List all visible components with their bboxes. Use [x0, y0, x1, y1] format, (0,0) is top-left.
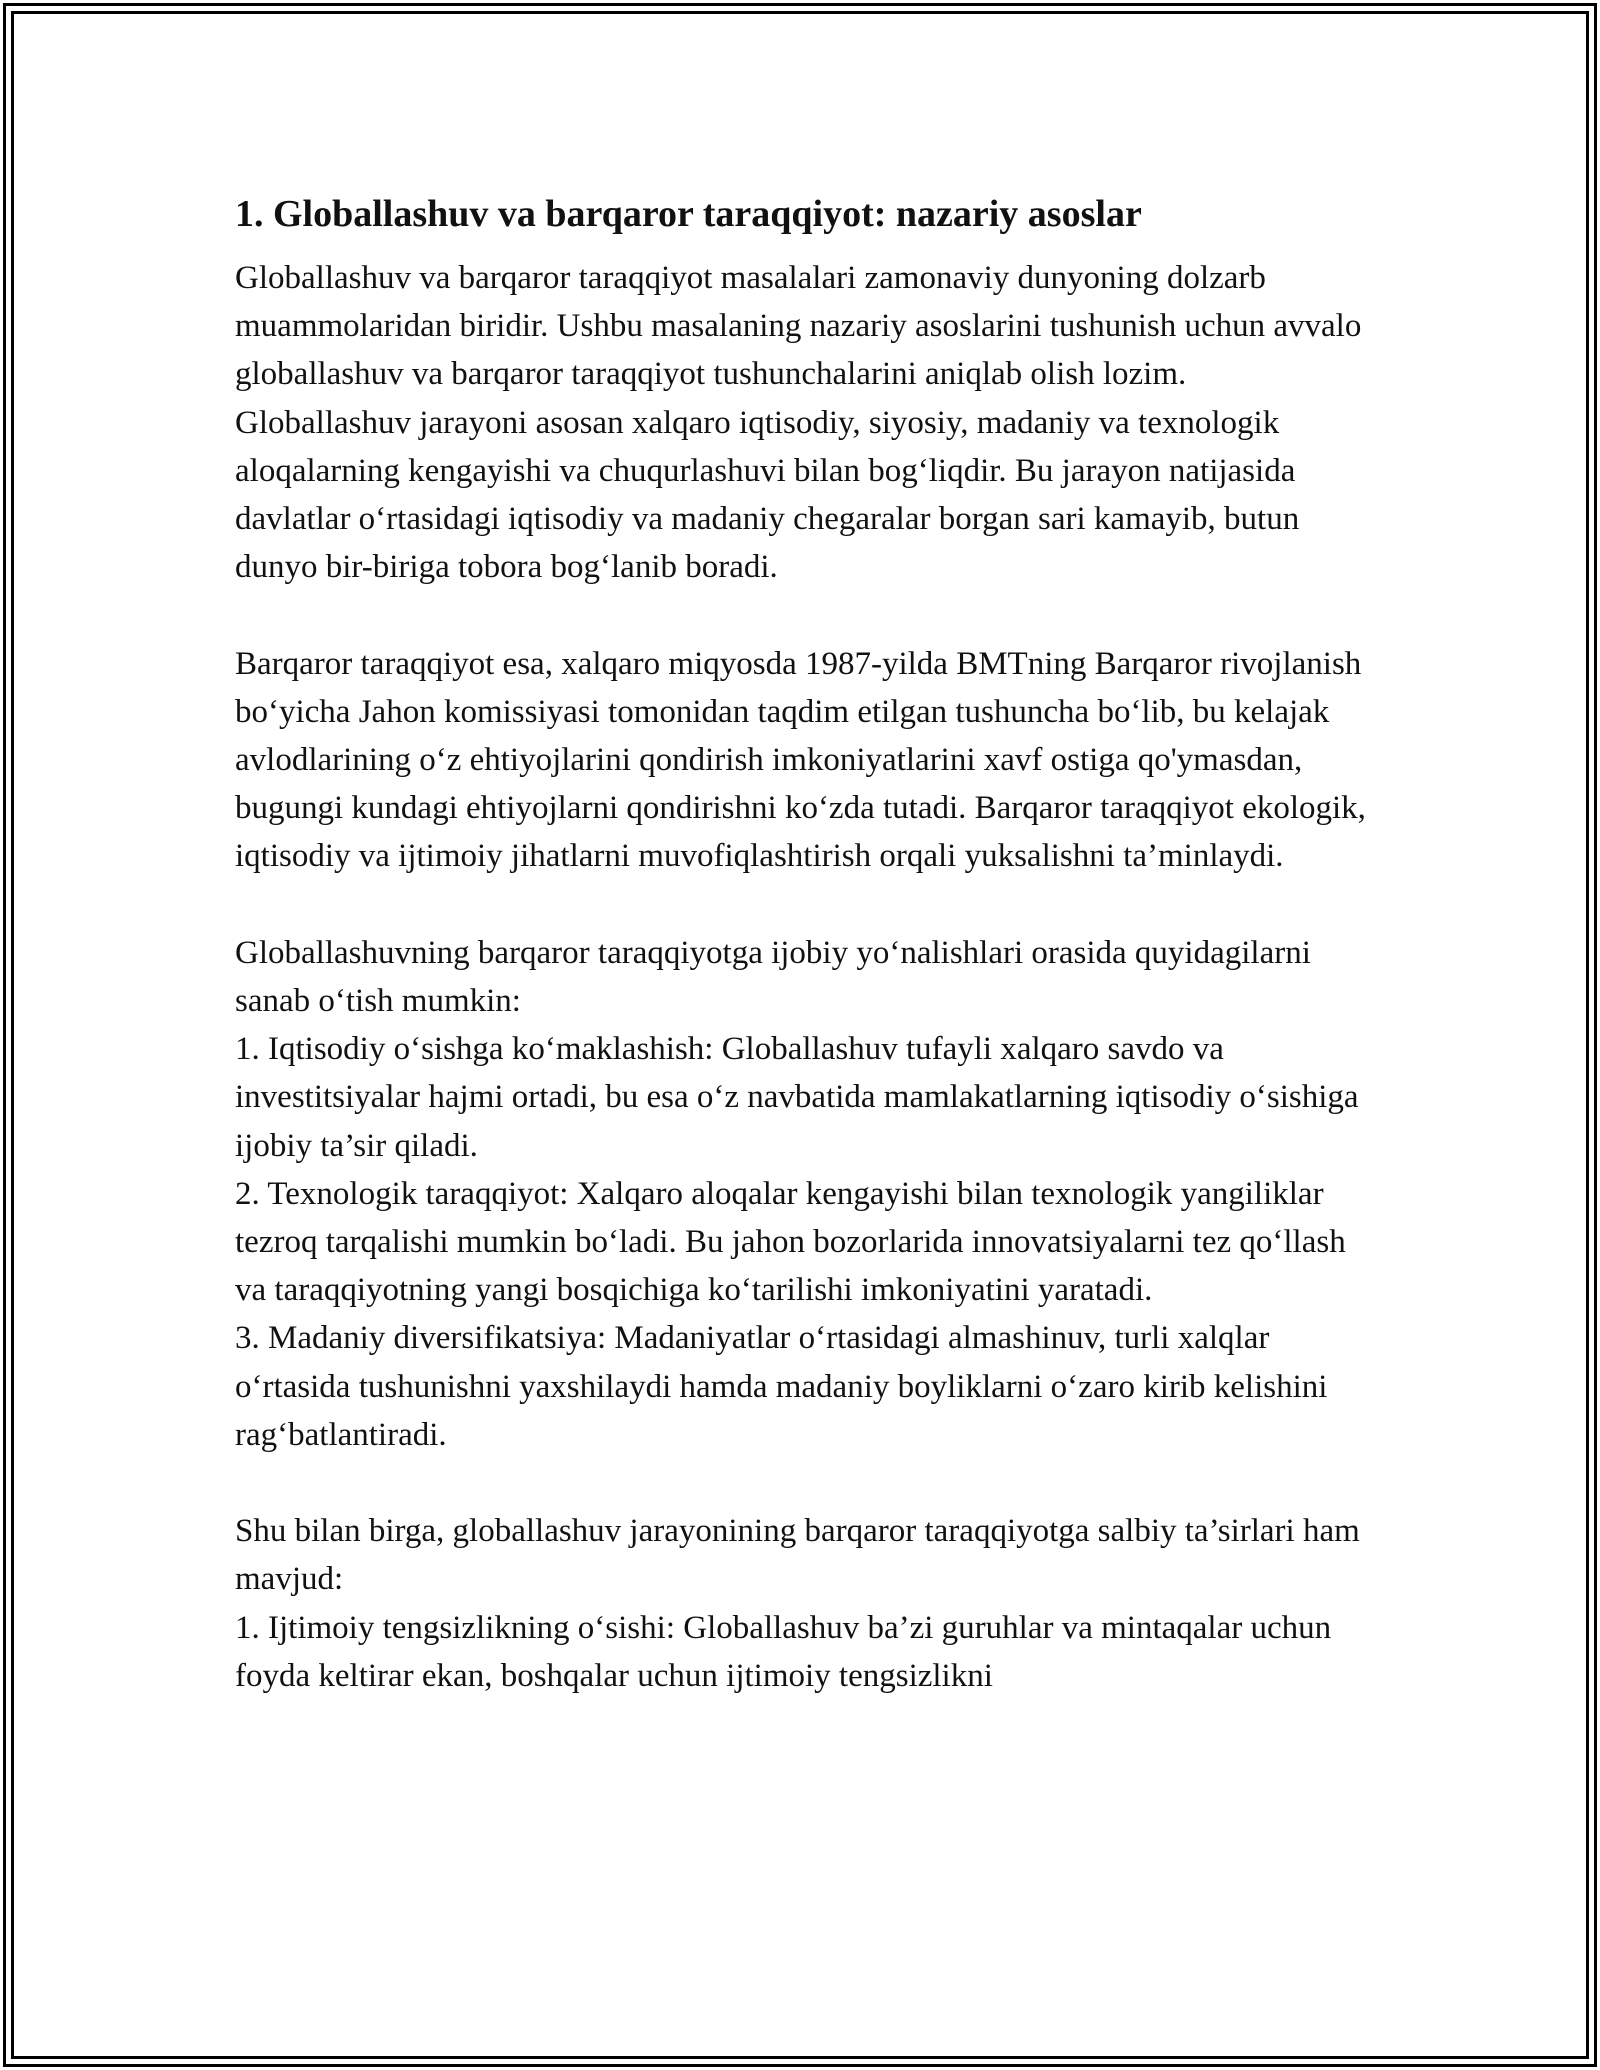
paragraph-spacer — [235, 881, 1370, 929]
positive-item-economic-growth: 1. Iqtisodiy o‘sishga ko‘maklashish: Globallashuv tufayli xalqaro savdo va investitsiyalar hajmi ortadi, bu esa o‘z navbatida mamlakatlarning iqtisodiy o‘sishiga ijobiy ta’sir qiladi. — [235, 1031, 1359, 1164]
document-body — [235, 254, 1370, 1700]
negative-item-social-inequality: 1. Ijtimoiy tengsizlikning o‘sishi: Globallashuv ba’zi guruhlar va mintaqalar uchun foyda keltirar ekan, boshqalar uchun ijtimoiy tengsizlikni — [235, 1609, 1332, 1694]
paragraph-sustainable-development: Barqaror taraqqiyot esa, xalqaro miqyosda 1987-yilda BMTning Barqaror rivojlanish bo‘yicha Jahon komissiyasi tomonidan taqdim etilgan tushuncha bo‘lib, bu kelajak avlodlarining o‘z ehtiyojlarini qondirish imkoniyatlarini xavf ostiga qo'ymasdan, bugungi kundagi ehtiyojlarni qondirishni ko‘zda tutadi. Barqaror taraqqiyot ekologik, iqtisodiy va ijtimoiy jihatlarni muvofiqlashtirish orqali yuksalishni ta’minlaydi. — [235, 645, 1366, 875]
paragraph-spacer — [235, 1459, 1370, 1507]
negative-effects-intro: Shu bilan birga, globallashuv jarayonining barqaror taraqqiyotga salbiy ta’sirlari ham mavjud: — [235, 1513, 1360, 1598]
paragraph-spacer — [235, 591, 1370, 639]
document-page — [235, 188, 1370, 1700]
positive-item-technological-progress: 2. Texnologik taraqqiyot: Xalqaro aloqalar kengayishi bilan texnologik yangiliklar tezroq tarqalishi mumkin bo‘ladi. Bu jahon bozorlarida innovatsiyalarni tez qo‘llash va taraqqiyotning yangi bosqichiga ko‘tarilishi imkoniyatini yaratadi. — [235, 1175, 1346, 1309]
positive-item-cultural-diversification: 3. Madaniy diversifikatsiya: Madaniyatlar o‘rtasidagi almashinuv, turli xalqlar o‘rtasida tushunishni yaxshilaydi hamda madaniy boyliklarni o‘zaro kirib kelishini rag‘batlantiradi. — [235, 1320, 1328, 1453]
positive-effects-intro: Globallashuvning barqaror taraqqiyotga ijobiy yo‘nalishlari orasida quyidagilarni sanab o‘tish mumkin: — [235, 934, 1311, 1020]
section-heading: 1. Globallashuv va barqaror taraqqiyot: nazariy asoslar — [235, 193, 1142, 235]
paragraph-globalization: Globallashuv va barqaror taraqqiyot masalalari zamonaviy dunyoning dolzarb muammolaridan biridir. Ushbu masalaning nazariy asoslarini tushunish uchun avvalo globallashuv va barqaror taraqqiyot tushunchalarini aniqlab olish lozim. Globallashuv jarayoni asosan xalqaro iqtisodiy, siyosiy, madaniy va texnologik aloqalarning kengayishi va chuqurlashuvi bilan bog‘liqdir. Bu jarayon natijasida davlatlar o‘rtasidagi iqtisodiy va madaniy chegaralar borgan sari kamayib, butun dunyo bir-biriga tobora bog‘lanib boradi. — [235, 260, 1362, 586]
